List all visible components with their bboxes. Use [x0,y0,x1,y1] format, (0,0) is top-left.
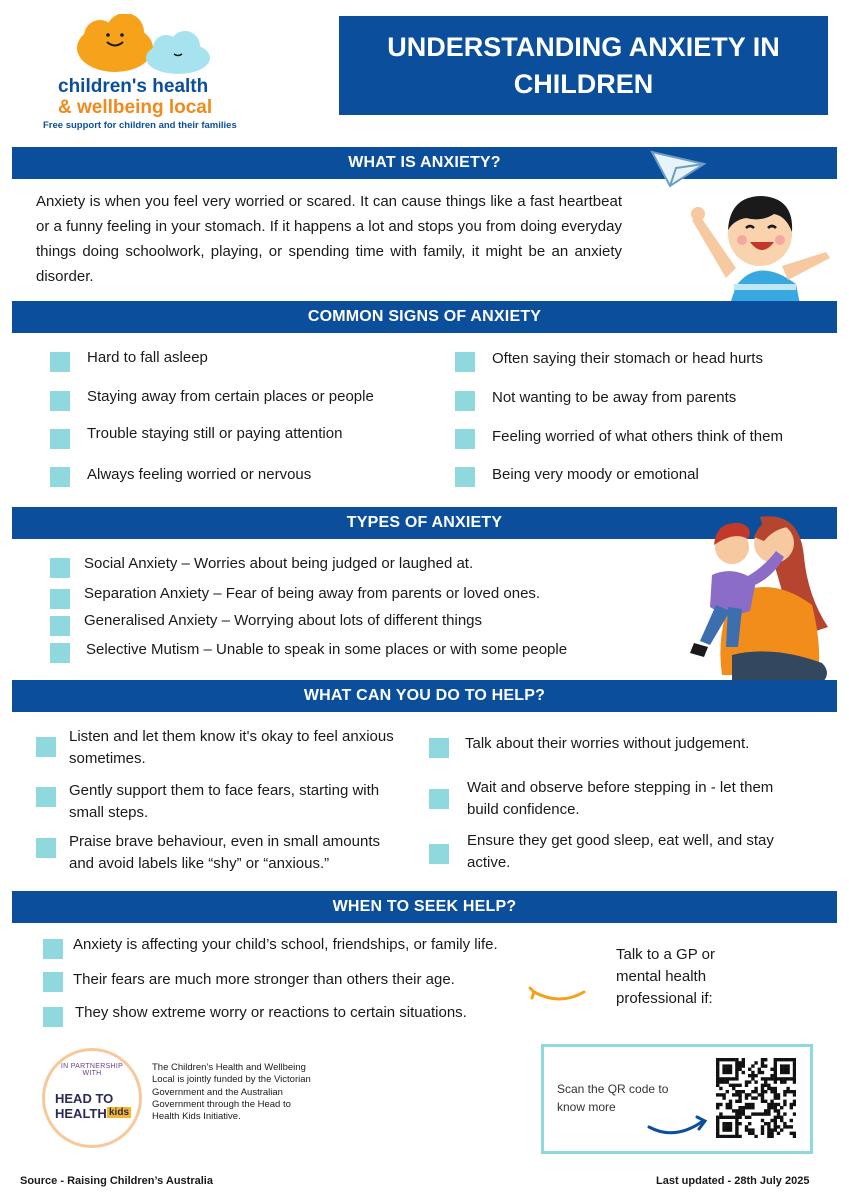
sign-item: Not wanting to be away from parents [492,389,737,406]
sign-item: Feeling worried of what others think of them [492,428,783,445]
source-credit: Source - Raising Children’s Australia [20,1175,213,1187]
sign-item: Being very moody or emotional [492,466,699,483]
help-item: Wait and observe before stepping in - let them build confidence. [467,779,774,818]
qr-code-icon[interactable] [716,1058,796,1138]
partner-arc-text: IN PARTNERSHIP WITH [60,1063,124,1077]
logo-tagline: Free support for children and their families [43,120,237,131]
logo-text-line1: children's health [58,76,209,97]
bullet-square [429,738,449,758]
logo-text-line2: & wellbeing local [58,97,213,118]
curved-arrow-blue-icon [645,1113,711,1139]
sign-item: Always feeling worried or nervous [87,466,312,483]
seek-item: They show extreme worry or reactions to certain situations. [75,1004,467,1021]
bullet-square [50,352,70,372]
bullet-square [455,352,475,372]
cloud-logo-icon [70,14,220,76]
page-title-box [339,16,828,115]
sign-item: Trouble staying still or paying attention [87,425,343,442]
bullet-square [455,391,475,411]
bullet-square [50,429,70,449]
help-item: Gently support them to face fears, starting with small steps. [69,782,380,821]
seek-side-note: Talk to a GP or mental health professional if: [616,946,715,1007]
funding-statement: The Children’s Health and Wellbeing Local is jointly funded by the Victorian Government and the Australian Government through the Head to Health Kids Initiative. [152,1062,311,1123]
section-heading-help: WHAT CAN YOU DO TO HELP? [12,680,837,712]
section-heading-signs: COMMON SIGNS OF ANXIETY [12,301,837,333]
bullet-square [36,838,56,858]
partner-name-line1: HEAD TO [55,1091,114,1106]
help-item: Ensure they get good sleep, eat well, and stay active. [467,832,774,871]
type-item: Selective Mutism – Unable to speak in some places or with some people [86,641,568,658]
bullet-square [50,467,70,487]
bullet-square [50,643,70,663]
help-item: Praise brave behaviour, even in small amounts and avoid labels like “shy” or “anxious.” [69,833,381,872]
help-item: Listen and let them know it's okay to feel anxious sometimes. [69,728,394,767]
type-item: Generalised Anxiety – Worrying about lots of different things [84,612,483,629]
mother-hugging-child-illustration [672,505,837,687]
partner-badge [42,1048,142,1148]
bullet-square [50,616,70,636]
waving-boy-illustration [686,176,836,304]
bullet-square [43,972,63,992]
sign-item: Hard to fall asleep [87,349,208,366]
bullet-square [43,1007,63,1027]
section-heading-seek: WHEN TO SEEK HELP? [12,891,837,923]
bullet-square [429,789,449,809]
type-item: Separation Anxiety – Fear of being away from parents or loved ones. [84,585,541,602]
help-item: Talk about their worries without judgement. [465,735,750,752]
what-is-anxiety-text: Anxiety is when you feel very worried or scared. It can cause things like a fast heartbeat or a funny feeling in your stomach. If it happens a lot and stops you from doing everyday things doing schoolwork, playing, or spending time with family, it might be an anxiety disorder. [36,193,622,285]
section-heading-types: TYPES OF ANXIETY [12,507,837,539]
partner-name-line2: HEALTH [55,1106,107,1121]
bullet-square [455,429,475,449]
type-item: Social Anxiety – Worries about being judged or laughed at. [84,555,474,572]
bullet-square [43,939,63,959]
qr-caption: Scan the QR code to know more [557,1082,669,1114]
sign-item: Staying away from certain places or people [87,388,374,405]
sign-item: Often saying their stomach or head hurts [492,350,763,367]
last-updated: Last updated - 28th July 2025 [656,1175,810,1187]
page-title: UNDERSTANDING ANXIETY IN CHILDREN [387,31,780,99]
bullet-square [455,467,475,487]
bullet-square [50,558,70,578]
bullet-square [36,787,56,807]
partner-kids-tag: kids [109,1107,130,1118]
bullet-square [429,844,449,864]
section-heading-what: WHAT IS ANXIETY? [12,147,837,179]
bullet-square [50,391,70,411]
seek-item: Their fears are much more stronger than others their age. [73,971,455,988]
bullet-square [50,589,70,609]
bullet-square [36,737,56,757]
seek-item: Anxiety is affecting your child’s school, friendships, or family life. [73,936,498,953]
curved-arrow-orange-icon [526,978,588,1006]
